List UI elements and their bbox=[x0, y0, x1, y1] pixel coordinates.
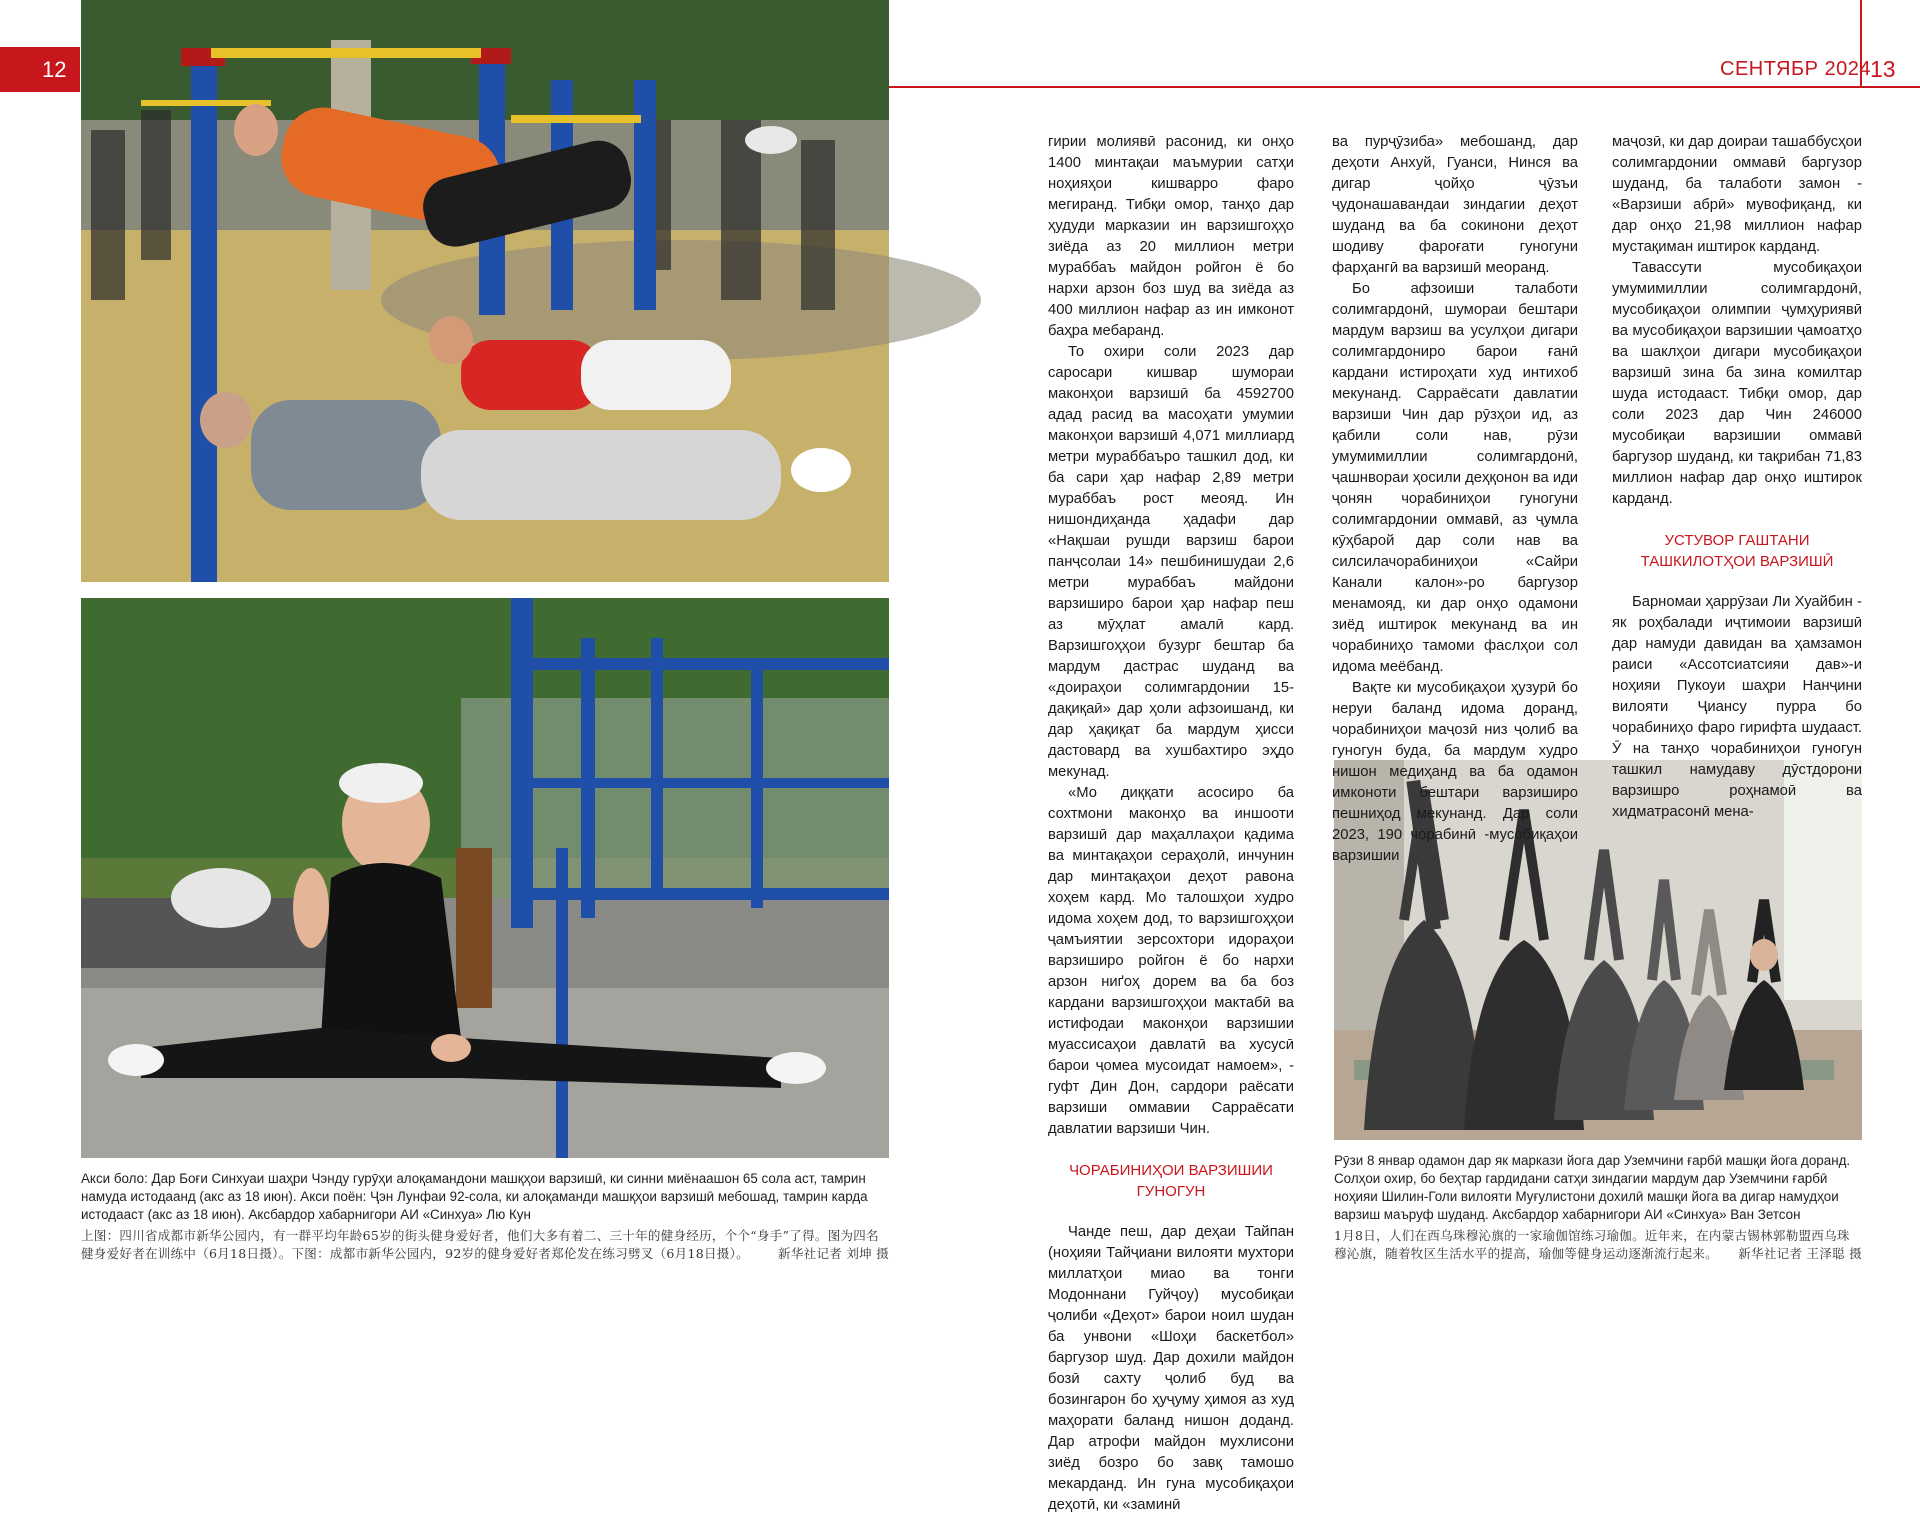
paragraph: То охири соли 2023 дар саросари кишвар шумораи маконҳои варзишӣ ба 4592700 адад расид ва масоҳати умумии маконҳои варзишӣ 4,071 миллиард метри мураббаъро ташкил дод, ки ба сари ҳар нафар 2,89 метри мураббаъ рост меояд. Ин нишондиҳанда ҳадафи дар «Нақшаи рушди варзиш барои панҷсолаи 14» пешбинишудаи 2,6 метри мураббаъ майдони варзиширо барои ҳар нафар пеш аз мӯҳлат амалӣ кард. Варзишгоҳҳои бузург бештар ба мардум дастрас шуданд ва «доираҳои солимгардонии 15-дақиқаӣ» дар ҳоли афзоишанд, ки дар ҳақиқат ба мардум ҳисси дастовард ва хушбахтиро эҳдо мекунад. bbox=[1048, 344, 1294, 780]
article-column-1 bbox=[1048, 132, 1294, 1516]
paragraph: маҷозӣ, ки дар доираи ташаббусҳои солимгардонии оммавӣ баргузор шуданд, ба талаботи замон - «Варзиши абрӣ» мувофиқанд, ки дар онҳо 21,98 миллион нафар мустақиман иштирок карданд. bbox=[1612, 134, 1862, 255]
caption-right: Рӯзи 8 январ одамон дар як маркази йога дар Уземчини ғарбӣ машқи йога доранд. Солҳои охир, бо беҳтар гардидани сатҳи зиндагии мардум дар Уземчини ғарбӣ ноҳияи Шилин-Голи вилояти Муғулистони дохилӣ машқи йога ва дигар намудҳои варзиш маъруф шуданд. Аксбардор хабарнигори АИ «Синхуа» Ван Зетсон bbox=[1334, 1153, 1851, 1222]
caption-left: Акси боло: Дар Боғи Синхуаи шаҳри Чэнду гурӯҳи алоқамандони машқҳои варзишӣ, ки синни миёнаашон 65 сола аст, тамрин намуда истодаанд (акс аз 18 июн). Акси поён: Ҷэн Лунфаи 92-сола, ки алоқаманди машқҳои варзишӣ мебошад, тамрин карда истодааст (акс аз 18 июн). Аксбардор хабарнигори АИ «Синхуа» Лю Кун bbox=[81, 1171, 868, 1222]
caption-left-chinese-text: 上图：四川省成都市新华公园内，有一群平均年龄65岁的街头健身爱好者，他们大多有着二、三十年的健身经历，个个“身手”了得。图为四名健身爱好者在训练中（6月18日摄）。下图：成都市新华公园内，92岁的健身爱好者郑伦发在练习劈叉（6月18日摄）。 bbox=[81, 1228, 879, 1261]
subheading-events: ЧОРАБИНИҲОИ ВАРЗИШИИ ГУНОГУН bbox=[1069, 1162, 1273, 1200]
caption-right-chinese-text: 1月8日，人们在西乌珠穆沁旗的一家瑜伽馆练习瑜伽。近年来，在内蒙古锡林郭勒盟西乌珠穆沁旗，随着牧区生活水平的提高，瑜伽等健身运动逐渐流行起来。 bbox=[1334, 1228, 1850, 1261]
page-number-left: 12 bbox=[42, 57, 67, 82]
paragraph: гирии молиявӣ расонид, ки онҳо 1400 минтақаи маъмурии сатҳи ноҳияҳои кишварро фаро мегиранд. Тибқи омор, танҳо дар ҳудуди марказии ин варзишгоҳҳо зиёда аз 20 миллион метри мураббаъ майдон ройгон ё бо нархи арзон боз шуд ва зиёда аз 400 миллион нафар аз ин имконот баҳра мебаранд. bbox=[1048, 134, 1294, 339]
subheading-organizations: УСТУВОР ГАШТАНИ ТАШКИЛОТҲОИ ВАРЗИШӢ bbox=[1640, 532, 1834, 570]
caption-left-chinese bbox=[81, 1227, 889, 1263]
article-column-2 bbox=[1332, 132, 1578, 867]
paragraph: Бо афзоиши талаботи солимгардонӣ, шумораи бештари мардум варзиш ва усулҳои дигари солимгардониро барои ғанӣ кардани истироҳати худ интихоб мекунанд. Сарраёсати давлатии варзиши Чин дар рӯзҳои ид, аз қабили соли нав, рӯзи умумимиллии солимгардонӣ, ҷашнвораи ҳосили деҳқонон ва иди ҷонян чорабиниҳои гуногуни солимгардонии оммавӣ, аз ҷумла кӯҳбарой дар соли нав ва силсилачорабиниҳои «Сайри Канали калон»-ро баргузор менамояд, ки дар онҳо одамони зиёд иштирок мекунанд ва ин чорабиниҳо тамоми фаслҳои сол идома меёбанд. bbox=[1332, 281, 1578, 675]
caption-left-credit: 新华社记者 刘坤 摄 bbox=[778, 1246, 889, 1261]
photo-elderly-split bbox=[81, 598, 889, 1158]
paragraph: Барномаи ҳаррӯзаи Ли Хуайбин - як роҳбалади иҷтимоии варзишӣ дар намуди давидан ва ҳамзамон раиси «Ассотсиатсияи дав»-и ноҳияи Пукоуи шаҳри Нанҷини вилояти Ҷиансу пурра бо чорабиниҳо фаро гирифта шудааст. Ӯ на танҳо чорабиниҳои гуногун ташкил намудаву дӯстдорони варзишро роҳнамоӣ ва хидматрасонӣ мена- bbox=[1612, 594, 1862, 820]
header-page-tab-left bbox=[0, 47, 80, 92]
article-column-3 bbox=[1612, 132, 1862, 823]
photo-bar-exercise bbox=[81, 0, 889, 582]
paragraph: «Мо диққати асосиро ба сохтмони маконҳо ва иншооти варзишӣ дар маҳаллаҳои қадима ва минтақаҳои сераҳолӣ, инчунин дар минтақаҳои деҳот равона хоҳем кард. Мо талошҳои худро идома хоҳем дод, то варзишгоҳҳои ҷамъиятии зерсохтори идораҳои варзиширо ройгон ё бо нархи арзон ниґоҳ дорем ва ба боз кардани варзишгоҳҳои мактабӣ ва истифодаи маконҳои варзишии муассисаҳои давлатӣ ва хусусӣ барои ҷомеа мусоидат намоем», - гуфт Дин Дон, сардори раёсати варзиши оммавии Сарраёсати давлатии варзиши Чин. bbox=[1048, 785, 1294, 1137]
paragraph: Чанде пеш, дар деҳаи Тайпан (ноҳияи Тайҷиани вилояти мухтори миллатҳои миао ва тонги Модоннани Гуйҷоу) мусобиқаи ҷолиби «Деҳот» барои ноил шудан ба унвони «Шоҳи баскетбол» баргузор шуд. Дар дохили майдон бозӣ сахту ҷолиб буд ва бозингарон бо ҳуҷуму ҳимоя аз худ маҳорати баланд нишон доданд. Дар атрофи майдон мухлисони зиёд бозро бо завқ тамошо мекарданд. Ин гуна мусобиқаҳои деҳотӣ, ки «заминӣ bbox=[1048, 1224, 1294, 1513]
caption-right-chinese bbox=[1334, 1227, 1862, 1263]
paragraph: ва пурҷӯзиба» мебошанд, дар деҳоти Анхуй, Гуанси, Нинся ва дигар ҷойҳо ҷӯзъи ҷудонашавандаи зиндагии деҳот шуданд ва ба сокинони деҳот шодиву фароғати гуногуни фарҳангӣ ва варзишӣ меоранд. bbox=[1332, 134, 1578, 276]
issue-date: СЕНТЯБР 2024 bbox=[1720, 58, 1871, 80]
paragraph: Вақте ки мусобиқаҳои ҳузурӣ бо неруи баланд идома доранд, чорабиниҳои маҷозӣ низ ҷолиб ва гуногун буда, ба мардум худро нишон медиҳанд ва ба одамон имконоти бештари варзиширо пешниҳод мекунанд. Дар соли 2023, 190 чорабинӣ -мусобиқаҳои варзишии bbox=[1332, 680, 1578, 864]
paragraph: Тавассути мусобиқаҳои умумимиллии солимгардонӣ, мусобиқаҳои олимпии ҷумҳуриявӣ ва мусобиқаҳои варзишии ҷамоатҳо ва шаклҳои дигари мусобиқаҳои варзишӣ зина ба зина комилтар шуда истодааст. Тибқи омор, дар соли 2023 дар Чин 246000 мусобиқаи варзишии оммавӣ баргузор шуданд, ки тақрибан 71,83 миллион нафар дар онҳо иштирок карданд. bbox=[1612, 260, 1862, 507]
page-number-right: 13 bbox=[1870, 56, 1896, 82]
caption-right-credit: 新华社记者 王泽聪 摄 bbox=[1738, 1246, 1862, 1261]
header-rule bbox=[868, 86, 1920, 88]
